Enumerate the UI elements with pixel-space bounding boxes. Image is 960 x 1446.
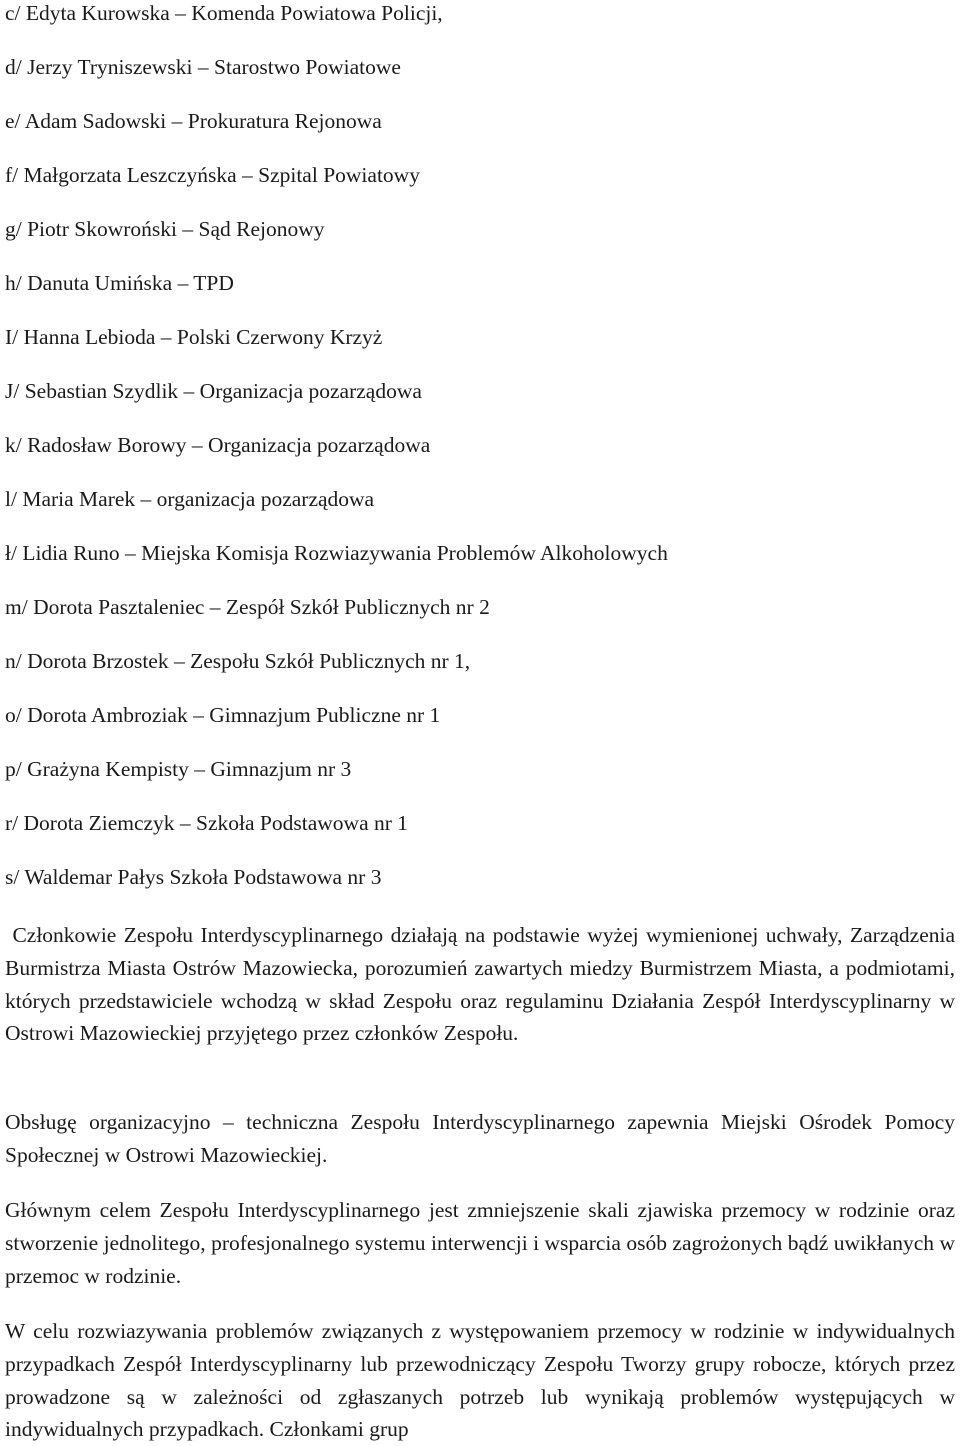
member-l-stroke: ł/ Lidia Runo – Miejska Komisja Rozwiazywania Problemów Alkoholowych (5, 541, 668, 565)
member-o: o/ Dorota Ambroziak – Gimnazjum Publiczne nr 1 (5, 703, 441, 727)
member-i: I/ Hanna Lebioda – Polski Czerwony Krzyż (5, 325, 383, 349)
member-p: p/ Grażyna Kempisty – Gimnazjum nr 3 (5, 757, 352, 781)
member-m: m/ Dorota Pasztaleniec – Zespół Szkół Publicznych nr 2 (5, 595, 490, 619)
member-n: n/ Dorota Brzostek – Zespołu Szkół Publicznych nr 1, (5, 649, 471, 673)
paragraph-working-groups: W celu rozwiazywania problemów związanych z występowaniem przemocy w rodzinie w indywidualnych przypadkach Zespół Interdyscyplinarny lub przewodniczący Zespołu Tworzy grupy robocze, których przez prowadzone są w zależności od zgłaszanych potrzeb lub wynikają problemów występujących w indywidualnych przypadkach. Członkami grup (5, 1319, 955, 1442)
member-j: J/ Sebastian Szydlik – Organizacja pozarządowa (5, 379, 422, 403)
member-h: h/ Danuta Umińska – TPD (5, 271, 234, 295)
member-e: e/ Adam Sadowski – Prokuratura Rejonowa (5, 109, 382, 133)
paragraph-organizational-support: Obsługę organizacyjno – techniczna Zespołu Interdyscyplinarnego zapewnia Miejski Ośrodek Pomocy Społecznej w Ostrowi Mazowieckiej. (5, 1110, 955, 1167)
member-c: c/ Edyta Kurowska – Komenda Powiatowa Policji, (5, 1, 443, 25)
member-f: f/ Małgorzata Leszczyńska – Szpital Powiatowy (5, 163, 420, 187)
member-s: s/ Waldemar Pałys Szkoła Podstawowa nr 3 (5, 865, 382, 889)
member-l: l/ Maria Marek – organizacja pozarządowa (5, 487, 375, 511)
paragraph-main-goal: Głównym celem Zespołu Interdyscyplinarnego jest zmniejszenie skali zjawiska przemocy w rodzinie oraz stworzenie jednolitego, profesjonalnego systemu interwencji i wsparcia osób zagrożonych bądź uwikłanych w przemoc w rodzinie. (5, 1198, 955, 1288)
paragraph-legal-basis: Członkowie Zespołu Interdyscyplinarnego działają na podstawie wyżej wymienionej uchwały, Zarządzenia Burmistrza Miasta Ostrów Mazowiecka, porozumień zawartych miedzy Burmistrzem Miasta, a podmiotami, których przedstawiciele wchodzą w skład Zespołu oraz regulaminu Działania Zespół Interdyscyplinarny w Ostrowi Mazowieckiej przyjętego przez członków Zespołu. (5, 923, 960, 1046)
member-k: k/ Radosław Borowy – Organizacja pozarządowa (5, 433, 431, 457)
member-d: d/ Jerzy Tryniszewski – Starostwo Powiatowe (5, 55, 401, 79)
member-g: g/ Piotr Skowroński – Sąd Rejonowy (5, 217, 325, 241)
member-r: r/ Dorota Ziemczyk – Szkoła Podstawowa nr 1 (5, 811, 409, 835)
